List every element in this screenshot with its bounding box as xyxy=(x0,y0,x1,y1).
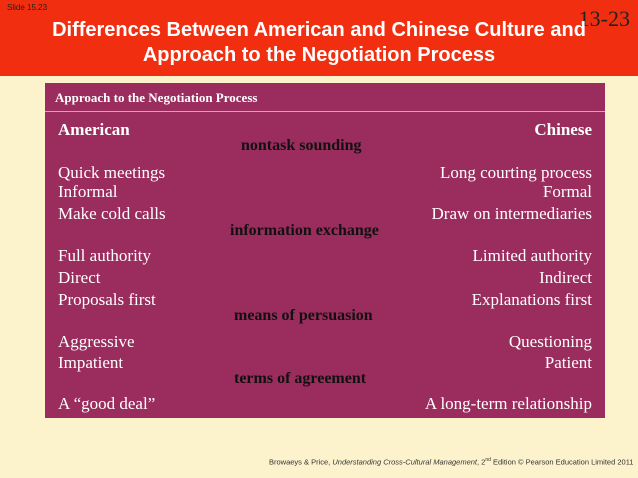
american-item: Make cold calls xyxy=(58,204,166,223)
american-item: Aggressive xyxy=(58,332,135,351)
category-nontask-sounding: nontask sounding xyxy=(241,137,362,154)
footer-publisher: Edition © Pearson Education Limited 2011 xyxy=(490,457,634,467)
page-number: 13-23 xyxy=(578,6,630,31)
category-information-exchange: information exchange xyxy=(230,222,379,239)
american-item: Direct xyxy=(58,268,101,287)
category-means-of-persuasion: means of persuasion xyxy=(234,307,373,324)
chinese-item: A long-term relationship xyxy=(424,394,592,413)
american-item: Impatient xyxy=(58,353,124,372)
chinese-item: Formal xyxy=(542,182,592,201)
column-header-chinese: Chinese xyxy=(534,120,592,139)
chinese-item: Long courting process xyxy=(439,163,592,182)
chinese-item: Limited authority xyxy=(472,246,592,265)
american-item: Quick meetings xyxy=(58,163,166,182)
american-item: Full authority xyxy=(58,246,152,265)
slide-label: Slide 15.23 xyxy=(7,3,48,12)
footer-edition: , 2 xyxy=(477,457,486,467)
column-header-american: American xyxy=(58,120,130,139)
comparison-panel xyxy=(45,83,605,418)
footer-authors: Browaeys & Price, xyxy=(269,457,333,467)
footer-book-title: Understanding Cross-Cultural Management xyxy=(332,457,478,467)
american-item: A “good deal” xyxy=(58,394,156,413)
chinese-item: Patient xyxy=(544,353,592,372)
footer-edition-suffix: nd xyxy=(485,457,491,463)
footer-citation xyxy=(269,457,633,467)
chinese-item: Explanations first xyxy=(471,290,592,309)
chinese-item: Indirect xyxy=(539,268,592,287)
panel-divider xyxy=(45,111,605,112)
chinese-item: Questioning xyxy=(508,332,592,351)
chinese-item: Draw on intermediaries xyxy=(431,204,592,223)
title-line-2: Approach to the Negotiation Process xyxy=(142,44,496,66)
american-item: Informal xyxy=(58,182,118,201)
title-line-1: Differences Between American and Chinese Culture and xyxy=(52,19,586,41)
category-terms-of-agreement: terms of agreement xyxy=(234,370,367,387)
slide-title xyxy=(0,18,638,68)
title-banner xyxy=(0,0,638,76)
american-item: Proposals first xyxy=(58,290,156,309)
panel-title: Approach to the Negotiation Process xyxy=(55,90,258,105)
